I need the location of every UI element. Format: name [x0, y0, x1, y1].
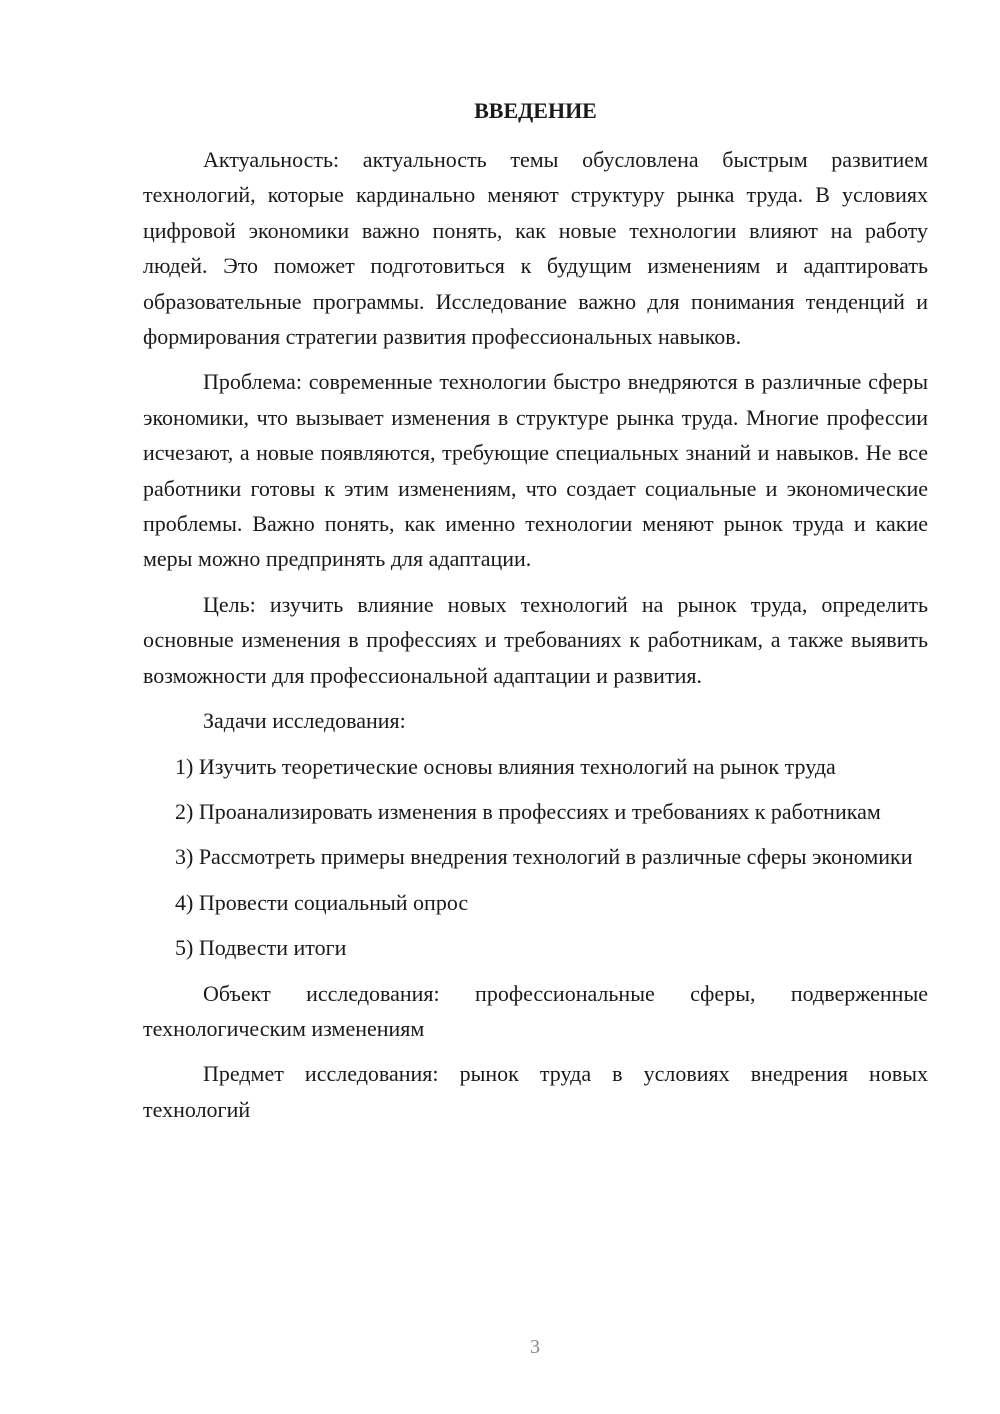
paragraph-subject: Предмет исследования: рынок труда в условиях внедрения новых технологий — [143, 1061, 928, 1122]
list-item: 5) Подвести итоги — [175, 935, 347, 961]
list-item: 1) Изучить теоретические основы влияния технологий на рынок труда — [175, 753, 836, 779]
paragraph-tasks-heading: Задачи исследования: — [203, 708, 406, 734]
list-item: 3) Рассмотреть примеры внедрения технологий в различные сферы экономики — [175, 844, 913, 870]
document-body — [143, 142, 928, 1137]
list-item: 2) Проанализировать изменения в профессиях и требованиях к работникам — [175, 798, 881, 824]
paragraph-object: Объект исследования: профессиональные сферы, подверженные технологическим изменениям — [143, 980, 928, 1041]
paragraph-goal: Цель: изучить влияние новых технологий на рынок труда, определить основные изменения в профессиях и требованиях к работникам, а также выявить возможности для профессиональной адаптации и развития. — [143, 591, 928, 688]
page-number: 3 — [530, 1336, 540, 1358]
list-item: 4) Провести социальный опрос — [175, 889, 469, 915]
paragraph-problem: Проблема: современные технологии быстро внедряются в различные сферы экономики, что вызывает изменения в структуре рынка труда. Многие профессии исчезают, а новые появляются, требующие специальных знаний и навыков. Не все работники готовы к этим изменениям, что создает социальные и экономические проблемы. Важно понять, как именно технологии меняют рынок труда и какие меры можно предпринять для адаптации. — [143, 369, 928, 572]
section-title: ВВЕДЕНИЕ — [474, 98, 597, 123]
paragraph-relevance: Актуальность: актуальность темы обусловлена быстрым развитием технологий, которые кардинально меняют структуру рынка труда. В условиях цифровой экономики важно понять, как новые технологии влияют на работу людей. Это поможет подготовиться к будущим изменениям и адаптировать образовательные программы. Исследование важно для понимания тенденций и формирования стратегии развития профессиональных навыков. — [143, 147, 928, 350]
